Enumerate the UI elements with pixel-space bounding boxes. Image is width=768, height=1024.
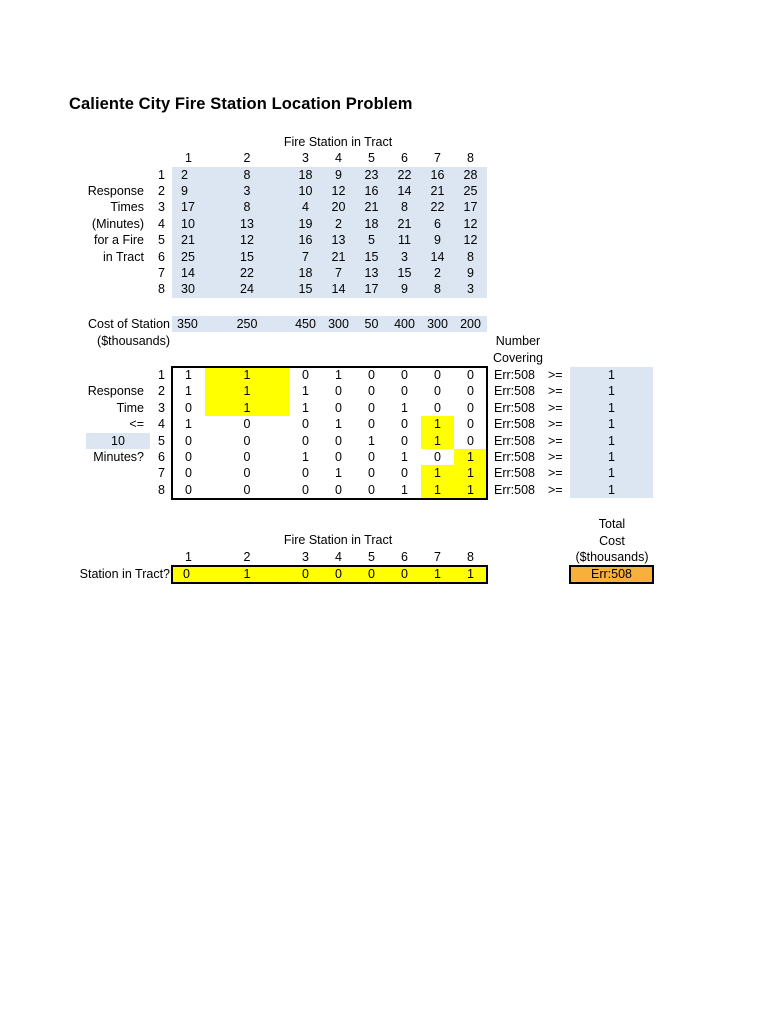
response-time-cell[interactable]: 14 <box>181 265 195 280</box>
coverage-cell: 0 <box>401 368 408 382</box>
coverage-cell: 0 <box>401 417 408 432</box>
decision-station-number: 7 <box>434 549 441 564</box>
coverage-cell: 0 <box>185 450 192 464</box>
required-cell[interactable]: 1 <box>608 368 615 382</box>
decision-cell[interactable]: 1 <box>467 567 474 581</box>
response-time-cell[interactable]: 21 <box>181 233 195 248</box>
tract-number: 6 <box>158 450 165 464</box>
response-times-label: for a Fire <box>93 233 144 248</box>
station-header: Fire Station in Tract <box>283 135 393 149</box>
station-cost-cell[interactable]: 300 <box>328 317 349 331</box>
required-cell[interactable]: 1 <box>608 433 615 448</box>
coverage-cell: 1 <box>205 367 289 383</box>
required-cell[interactable]: 1 <box>608 482 615 497</box>
station-number: 4 <box>335 151 342 165</box>
coverage-cell: 0 <box>243 482 251 497</box>
required-cell[interactable]: 1 <box>608 400 615 415</box>
coverage-cell: 1 <box>454 449 487 465</box>
response-time-cell[interactable]: 24 <box>240 282 254 297</box>
decision-station-number: 6 <box>401 549 408 564</box>
response-time-cell[interactable]: 6 <box>434 216 441 231</box>
response-time-cell[interactable]: 8 <box>243 200 251 215</box>
coverage-cell: 0 <box>467 417 474 432</box>
coverage-cell: 1 <box>302 400 309 415</box>
coverage-cell: 1 <box>401 482 408 497</box>
coverage-cell: 1 <box>185 384 192 399</box>
response-times-label: Response <box>87 183 144 198</box>
station-number: 2 <box>243 151 251 165</box>
response-time-cell[interactable]: 13 <box>331 233 346 248</box>
total-cost-header: Total <box>598 517 626 531</box>
response-time-cell[interactable]: 3 <box>243 183 251 198</box>
response-time-cell[interactable]: 14 <box>397 183 412 198</box>
station-number: 5 <box>368 151 375 165</box>
total-cost-cell[interactable]: Err:508 <box>571 566 652 583</box>
response-time-cell[interactable]: 8 <box>401 200 408 215</box>
max-response-time-input[interactable]: 10 <box>86 433 150 449</box>
decision-cell[interactable]: 0 <box>302 567 309 581</box>
coverage-cell: 0 <box>185 400 192 415</box>
decision-label: Station in Tract? <box>79 567 170 581</box>
response-time-cell[interactable]: 18 <box>364 216 379 231</box>
decision-station-number: 4 <box>335 549 342 564</box>
required-cell[interactable]: 1 <box>608 384 615 399</box>
response-time-cell[interactable]: 10 <box>181 216 195 231</box>
total-cost-header: ($thousands) <box>575 550 649 564</box>
response-time-cell[interactable]: 25 <box>181 249 195 264</box>
station-cost-cell[interactable]: 400 <box>394 317 415 331</box>
coverage-cell: 0 <box>302 466 309 481</box>
page-title: Caliente City Fire Station Location Problem <box>69 95 413 113</box>
decision-cell[interactable]: 1 <box>243 567 251 581</box>
response-time-cell[interactable]: 12 <box>463 216 478 231</box>
station-number: 3 <box>302 151 309 165</box>
coverage-cell: 0 <box>243 466 251 481</box>
decision-cell[interactable]: 0 <box>335 567 342 581</box>
gte-symbol: >= <box>548 368 563 382</box>
response-time-cell[interactable]: 18 <box>298 167 313 182</box>
response-time-cell[interactable]: 15 <box>298 282 313 297</box>
coverage-cell: 1 <box>454 465 487 481</box>
coverage-cell: 1 <box>454 482 487 498</box>
coverage-cell: 1 <box>302 450 309 464</box>
required-cell[interactable]: 1 <box>608 450 615 464</box>
decision-station-number: 2 <box>243 549 251 564</box>
response-time-cell[interactable]: 12 <box>463 233 478 248</box>
tract-number: 2 <box>158 384 165 399</box>
response-time-cell[interactable]: 18 <box>298 265 313 280</box>
response-times-label: Times <box>110 200 144 215</box>
coverage-cell: 1 <box>421 433 454 449</box>
response-time-cell[interactable]: 8 <box>467 249 474 264</box>
number-covering-header: Number <box>495 334 541 348</box>
response-time-cell[interactable]: 28 <box>463 167 478 182</box>
gte-symbol: >= <box>548 384 563 399</box>
coverage-cell: 0 <box>401 466 408 481</box>
coverage-cell: 0 <box>368 368 375 382</box>
number-covering-cell: Err:508 <box>494 433 535 448</box>
response-time-cell[interactable]: 22 <box>430 200 445 215</box>
response-time-cell[interactable]: 12 <box>331 183 346 198</box>
gte-symbol: >= <box>548 433 563 448</box>
response-time-cell[interactable]: 7 <box>302 249 309 264</box>
coverage-cell: 0 <box>243 433 251 448</box>
number-covering-cell: Err:508 <box>494 482 535 497</box>
cost-units: ($thousands) <box>97 333 170 348</box>
coverage-cell: 0 <box>368 450 375 464</box>
coverage-cell: 0 <box>368 417 375 432</box>
response-time-cell[interactable]: 8 <box>243 167 251 182</box>
coverage-matrix-border <box>171 366 488 500</box>
response-time-cell[interactable]: 22 <box>240 265 254 280</box>
gte-symbol: >= <box>548 450 563 464</box>
coverage-cell: 0 <box>467 433 474 448</box>
coverage-cell: 0 <box>434 368 441 382</box>
station-cost-cell[interactable]: 300 <box>427 317 448 331</box>
coverage-cell: 0 <box>335 433 342 448</box>
response-time-cell[interactable]: 2 <box>335 216 342 231</box>
required-cell[interactable]: 1 <box>608 417 615 432</box>
response-time-cell[interactable]: 21 <box>430 183 445 198</box>
decision-cell[interactable]: 1 <box>434 567 441 581</box>
coverage-label: Minutes? <box>93 450 144 464</box>
coverage-cell: 0 <box>434 400 441 415</box>
coverage-cell: 0 <box>302 417 309 432</box>
tract-number: 7 <box>158 265 165 280</box>
coverage-cell: 1 <box>368 433 375 448</box>
gte-symbol: >= <box>548 482 563 497</box>
response-time-cell[interactable]: 12 <box>240 233 254 248</box>
response-time-cell[interactable]: 19 <box>298 216 313 231</box>
station-cost-cell[interactable]: 450 <box>295 317 316 331</box>
response-time-cell[interactable]: 10 <box>298 183 313 198</box>
coverage-cell: 0 <box>185 433 192 448</box>
tract-number: 5 <box>158 433 165 448</box>
coverage-cell: 0 <box>434 450 441 464</box>
coverage-cell: 1 <box>185 417 192 432</box>
response-time-cell[interactable]: 23 <box>364 167 379 182</box>
number-covering-cell: Err:508 <box>494 417 535 432</box>
station-cost-cell[interactable]: 350 <box>177 317 198 331</box>
number-covering-cell: Err:508 <box>494 400 535 415</box>
response-time-cell[interactable]: 30 <box>181 282 195 297</box>
gte-symbol: >= <box>548 417 563 432</box>
tract-number: 1 <box>158 167 165 182</box>
coverage-cell: 0 <box>368 400 375 415</box>
response-time-cell[interactable]: 13 <box>364 265 379 280</box>
response-time-cell[interactable]: 7 <box>335 265 342 280</box>
coverage-cell: 0 <box>335 450 342 464</box>
response-time-cell[interactable]: 16 <box>430 167 445 182</box>
tract-number: 6 <box>158 249 165 264</box>
decision-cell[interactable]: 0 <box>401 567 408 581</box>
coverage-cell: 0 <box>185 466 192 481</box>
response-time-cell[interactable]: 9 <box>434 233 441 248</box>
coverage-cell: 1 <box>335 368 342 382</box>
tract-number: 2 <box>158 183 165 198</box>
total-cost-border <box>569 565 654 584</box>
coverage-cell: 1 <box>205 383 289 399</box>
response-time-cell[interactable]: 11 <box>398 233 411 248</box>
coverage-cell: 0 <box>243 417 251 432</box>
gte-symbol: >= <box>548 400 563 415</box>
response-time-cell[interactable]: 5 <box>368 233 375 248</box>
coverage-cell: 0 <box>401 384 408 399</box>
response-time-cell[interactable]: 13 <box>240 216 254 231</box>
coverage-cell: 0 <box>302 433 309 448</box>
decision-cell[interactable]: 0 <box>183 567 190 581</box>
tract-number: 3 <box>158 200 165 215</box>
tract-number: 8 <box>158 482 165 497</box>
response-time-cell[interactable]: 21 <box>397 216 412 231</box>
coverage-cell: 1 <box>335 417 342 432</box>
coverage-cell: 0 <box>434 384 441 399</box>
coverage-cell: 1 <box>421 416 454 432</box>
response-time-cell[interactable]: 9 <box>401 282 408 297</box>
number-covering-cell: Err:508 <box>494 368 535 382</box>
response-time-cell[interactable]: 8 <box>434 282 441 297</box>
response-time-cell[interactable]: 3 <box>401 249 408 264</box>
decision-station-number: 1 <box>185 549 192 564</box>
number-covering-cell: Err:508 <box>494 450 535 464</box>
tract-number: 4 <box>158 417 165 432</box>
decision-row-border <box>171 565 488 584</box>
number-covering-cell: Err:508 <box>494 466 535 481</box>
coverage-cell: 0 <box>368 466 375 481</box>
coverage-cell: 1 <box>401 450 408 464</box>
station-cost-cell[interactable]: 200 <box>460 317 481 331</box>
decision-cell[interactable]: 0 <box>368 567 375 581</box>
response-time-cell[interactable]: 15 <box>240 249 254 264</box>
coverage-cell: 1 <box>421 465 454 481</box>
response-time-cell[interactable]: 14 <box>331 282 346 297</box>
coverage-cell: 0 <box>467 384 474 399</box>
coverage-cell: 0 <box>335 482 342 497</box>
gte-symbol: >= <box>548 466 563 481</box>
tract-number: 1 <box>158 368 165 382</box>
response-time-cell[interactable]: 17 <box>364 282 379 297</box>
response-time-cell[interactable]: 21 <box>364 200 379 215</box>
required-cell[interactable]: 1 <box>608 466 615 481</box>
station-number: 7 <box>434 151 441 165</box>
response-time-cell[interactable]: 20 <box>331 200 346 215</box>
response-time-cell[interactable]: 21 <box>331 249 346 264</box>
decision-station-number: 5 <box>368 549 375 564</box>
tract-number: 5 <box>158 233 165 248</box>
response-time-cell[interactable]: 17 <box>181 200 195 215</box>
response-time-cell[interactable]: 25 <box>463 183 478 198</box>
coverage-cell: 0 <box>243 450 251 464</box>
coverage-cell: 0 <box>467 368 474 382</box>
coverage-cell: 0 <box>467 400 474 415</box>
station-number: 6 <box>401 151 408 165</box>
coverage-cell: 0 <box>302 368 309 382</box>
coverage-cell: 0 <box>368 482 375 497</box>
response-time-cell[interactable]: 17 <box>463 200 478 215</box>
coverage-cell: 0 <box>368 384 375 399</box>
coverage-cell: 1 <box>185 368 192 382</box>
coverage-cell: 0 <box>335 384 342 399</box>
coverage-cell: 0 <box>335 400 342 415</box>
number-covering-cell: Err:508 <box>494 384 535 399</box>
decision-station-number: 8 <box>467 549 474 564</box>
station-cost-cell[interactable]: 250 <box>236 317 258 331</box>
coverage-cell: 1 <box>335 466 342 481</box>
coverage-cell: 1 <box>205 400 289 416</box>
response-times-label: (Minutes) <box>91 216 144 231</box>
response-time-cell[interactable]: 9 <box>335 167 342 182</box>
tract-number: 3 <box>158 400 165 415</box>
response-time-cell[interactable]: 4 <box>302 200 309 215</box>
total-cost-header: Cost <box>599 533 625 548</box>
decision-station-number: 3 <box>302 549 309 564</box>
response-time-cell[interactable]: 15 <box>397 265 412 280</box>
coverage-cell: 1 <box>421 482 454 498</box>
coverage-label: Response <box>87 384 144 399</box>
response-time-cell[interactable]: 2 <box>434 265 441 280</box>
cost-label: Cost of Station <box>88 317 170 331</box>
coverage-cell: 1 <box>302 384 309 399</box>
coverage-cell: 0 <box>401 433 408 448</box>
coverage-cell: 0 <box>302 482 309 497</box>
response-time-cell[interactable]: 2 <box>181 167 188 182</box>
response-time-cell[interactable]: 22 <box>397 167 412 182</box>
response-time-cell[interactable]: 9 <box>467 265 474 280</box>
response-time-cell[interactable]: 15 <box>364 249 379 264</box>
number-covering-header: Covering <box>492 351 544 365</box>
response-time-cell[interactable]: 16 <box>364 183 379 198</box>
station-cost-cell[interactable]: 50 <box>364 317 379 331</box>
tract-number: 4 <box>158 216 165 231</box>
response-time-cell[interactable]: 14 <box>430 249 445 264</box>
response-time-cell[interactable]: 9 <box>181 183 188 198</box>
tract-number: 7 <box>158 466 165 481</box>
tract-number: 8 <box>158 282 165 297</box>
coverage-label: Time <box>116 400 144 415</box>
coverage-cell: 0 <box>185 482 192 497</box>
response-time-cell[interactable]: 16 <box>298 233 313 248</box>
response-times-label: in Tract <box>103 249 144 264</box>
coverage-cell: 1 <box>401 400 408 415</box>
decision-station-header: Fire Station in Tract <box>283 533 393 547</box>
station-number: 1 <box>185 151 192 165</box>
response-time-cell[interactable]: 3 <box>467 282 474 297</box>
coverage-label: <= <box>129 417 144 432</box>
station-number: 8 <box>467 151 474 165</box>
